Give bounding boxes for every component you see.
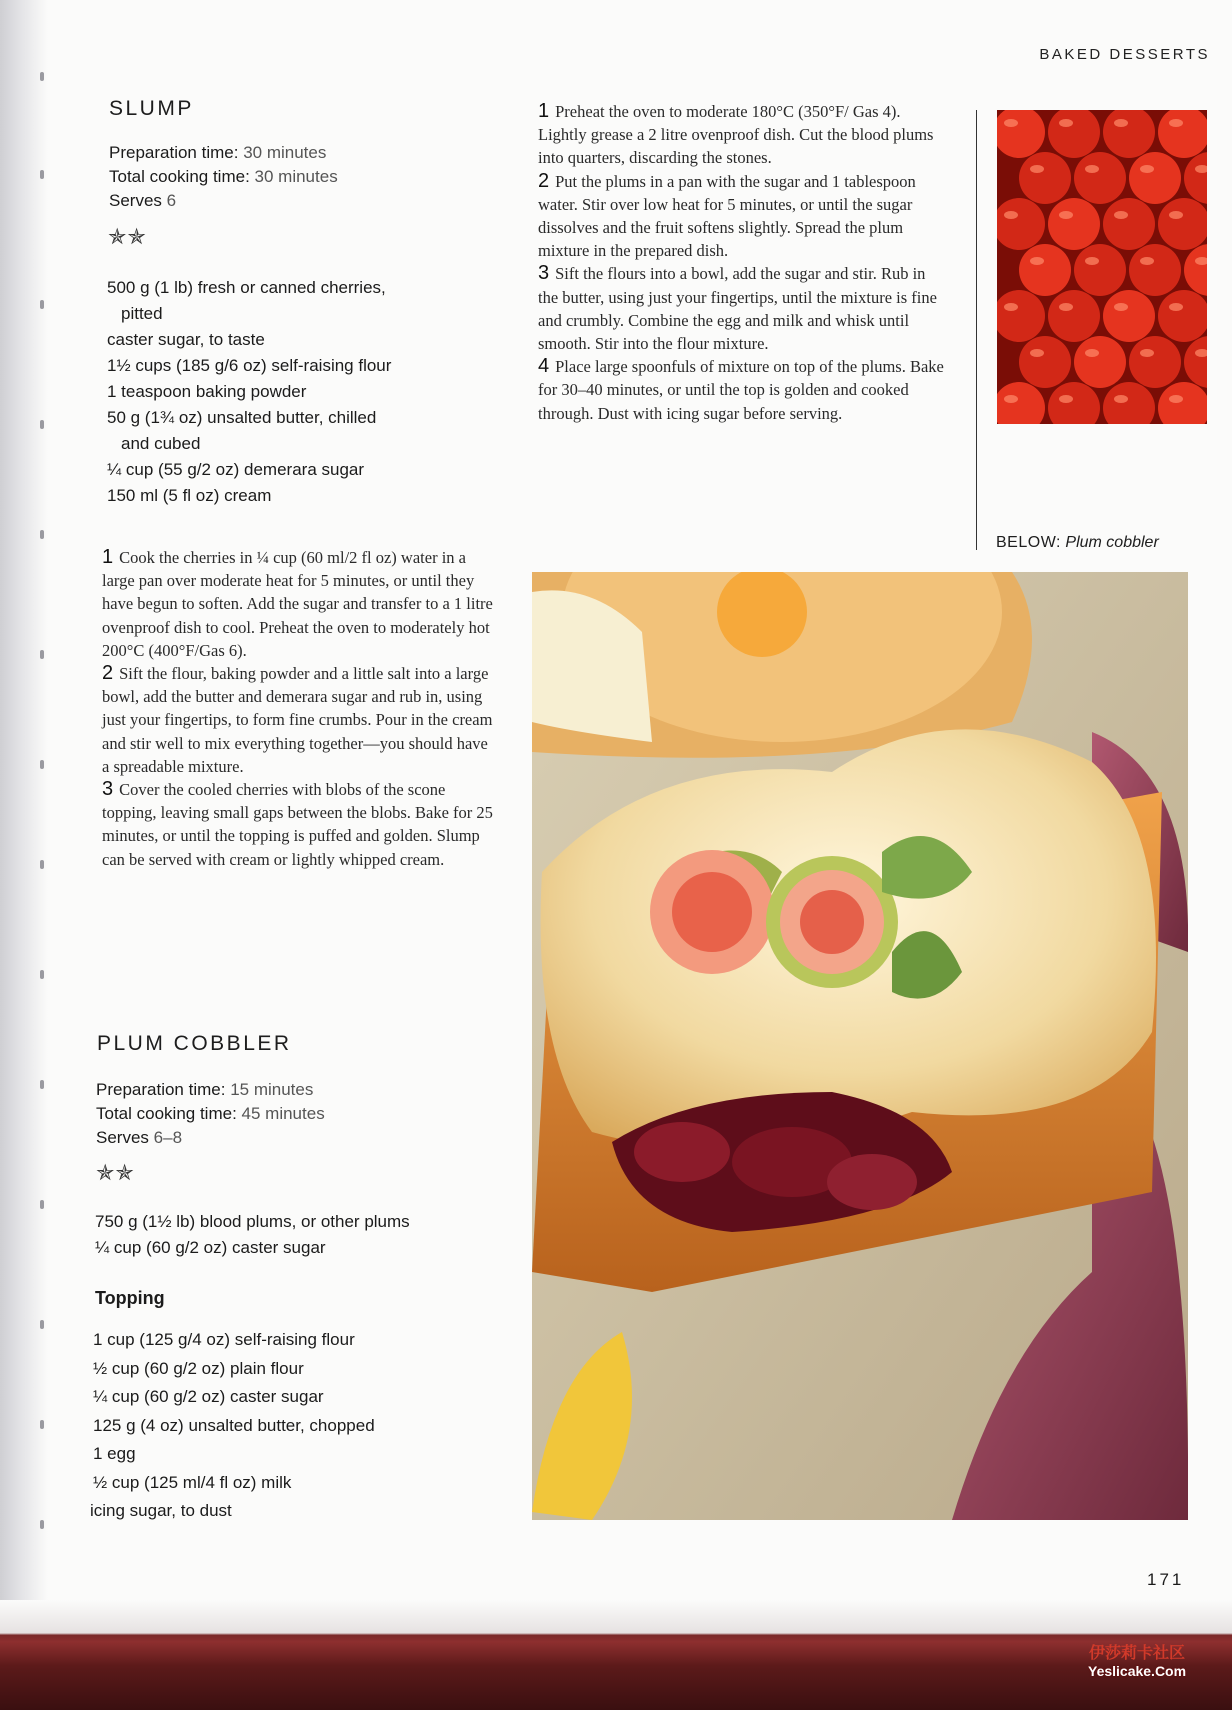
plum-cobbler-photo — [532, 572, 1188, 1520]
ingredient: 1½ cups (185 g/6 oz) self-raising flour — [107, 356, 392, 375]
slump-meta — [109, 141, 338, 213]
book-cover-edge — [0, 1600, 1232, 1710]
photo-caption — [996, 534, 1159, 552]
page-number: 171 — [1147, 1570, 1185, 1589]
cherry-highlight — [1140, 257, 1154, 265]
slump-method — [102, 546, 494, 871]
step-text: Sift the flours into a bowl, add the sugar and stir. Rub in the butter, using just your fingertips, until the mixture is fine and crumbly. Combine the egg and milk and whisk until smooth. Stir into the flour mixture. — [538, 264, 937, 354]
cherry-shape — [1074, 336, 1126, 388]
cherry-highlight — [1169, 211, 1183, 219]
cobbler-title: PLUM COBBLER — [97, 1032, 292, 1055]
step-number: 1 — [538, 100, 550, 122]
cherry-shape — [1074, 244, 1126, 296]
cherry-highlight — [1030, 165, 1044, 173]
cherry-shape — [1129, 152, 1181, 204]
step-number: 4 — [538, 355, 550, 378]
step-number: 2 — [538, 169, 550, 192]
binding-stitch — [40, 970, 44, 979]
topping-ingredients — [90, 1326, 375, 1526]
serves-label: Serves — [96, 1128, 149, 1147]
serves-value: 6 — [166, 191, 177, 210]
cherry-highlight — [1169, 395, 1183, 403]
step-number: 3 — [538, 262, 550, 285]
cherry-highlight — [1140, 349, 1154, 357]
ingredient: 50 g (1¾ oz) unsalted butter, chilled — [107, 408, 377, 427]
cherry-shape — [1074, 152, 1126, 204]
binding-stitch — [40, 1320, 44, 1329]
cobbler-method — [538, 100, 948, 425]
topping-heading: Topping — [95, 1288, 165, 1308]
step-number: 3 — [102, 778, 114, 801]
ingredient: pitted — [121, 304, 163, 323]
cherry-highlight — [1059, 211, 1073, 219]
total-label: Total cooking time: — [109, 167, 250, 186]
cherry-highlight — [1085, 257, 1099, 265]
cherry-highlight — [1169, 119, 1183, 127]
ingredient: caster sugar, to taste — [107, 330, 265, 349]
prep-label: Preparation time: — [96, 1080, 226, 1099]
ingredient: ¼ cup (60 g/2 oz) caster sugar — [93, 1387, 324, 1406]
step-number: 2 — [102, 662, 114, 685]
watermark-url: Yeslicake.Com — [1088, 1663, 1187, 1679]
cherry-shape — [1103, 290, 1155, 342]
cherry-highlight — [1004, 395, 1018, 403]
cherry-highlight — [1114, 211, 1128, 219]
difficulty-star-icon: ✯✯ — [96, 1160, 135, 1185]
ingredient: 150 ml (5 fl oz) cream — [107, 486, 272, 505]
binding-stitch — [40, 420, 44, 429]
cobbler-meta — [96, 1078, 325, 1150]
cherry-shape — [1048, 198, 1100, 250]
slump-title: SLUMP — [109, 97, 194, 120]
cherry-shape — [1048, 290, 1100, 342]
step-text: Sift the flour, baking powder and a little salt into a large bowl, add the butter and demerara sugar and rub in, using just your fingertips, to form fine crumbs. Pour in the cream and stir well to mix everything together—you should have a spreadable mixture. — [102, 664, 493, 776]
method-step — [538, 262, 948, 355]
cherries-photo — [997, 110, 1207, 424]
ingredient: ¼ cup (60 g/2 oz) caster sugar — [95, 1238, 326, 1257]
step-text: Place large spoonfuls of mixture on top of the plums. Bake for 30–40 minutes, or until the top is golden and cooked through. Dust with icing sugar before serving. — [538, 357, 944, 423]
cherry-shape — [1129, 336, 1181, 388]
step-text: Cook the cherries in ¼ cup (60 ml/2 fl oz) water in a large pan over moderate heat for 5 minutes, or until they have begun to soften. Add the sugar and transfer to a 1 litre ovenproof dish to cool. Preheat the oven to moderately hot 200°C (400°F/Gas 6). — [102, 548, 493, 660]
method-step — [538, 355, 948, 425]
step-number: 1 — [102, 546, 114, 568]
ingredient: 125 g (4 oz) unsalted butter, chopped — [93, 1415, 375, 1435]
cherry-highlight — [1004, 211, 1018, 219]
prep-value: 30 minutes — [243, 143, 327, 162]
binding-stitch — [40, 1420, 44, 1429]
cherry-shape — [1129, 244, 1181, 296]
ingredient: icing sugar, to dust — [90, 1501, 232, 1520]
step-text: Preheat the oven to moderate 180°C (350°F/ Gas 4). Lightly grease a 2 litre ovenproof dish. Cut the blood plums into quarters, discarding the stones. — [538, 102, 934, 168]
cherry-highlight — [1004, 119, 1018, 127]
binding-stitch — [40, 170, 44, 179]
cherry-highlight — [1004, 303, 1018, 311]
cherry-highlight — [1059, 395, 1073, 403]
binding-stitch — [40, 1520, 44, 1529]
total-label: Total cooking time: — [96, 1104, 237, 1123]
caption-prefix: BELOW: — [996, 534, 1061, 551]
serves-value: 6–8 — [153, 1128, 183, 1147]
cherry-shape — [1019, 244, 1071, 296]
cherry-highlight — [1114, 303, 1128, 311]
binding-stitch — [40, 300, 44, 309]
column-divider — [976, 110, 977, 550]
binding-stitch — [40, 1080, 44, 1089]
binding-stitch — [40, 650, 44, 659]
cherry-highlight — [1169, 303, 1183, 311]
serves-label: Serves — [109, 191, 162, 210]
cherry-shape — [1103, 198, 1155, 250]
binding-stitch — [40, 860, 44, 869]
prep-label: Preparation time: — [109, 143, 239, 162]
cherry-highlight — [1085, 349, 1099, 357]
book-gutter — [0, 0, 48, 1710]
cherry-highlight — [1059, 303, 1073, 311]
binding-stitch — [40, 1200, 44, 1209]
watermark — [1088, 1640, 1186, 1679]
method-step — [102, 662, 494, 778]
cherry-highlight — [1114, 395, 1128, 403]
cherry-highlight — [1140, 165, 1154, 173]
cobbler-ingredients — [95, 1209, 410, 1261]
cherry-highlight — [1059, 119, 1073, 127]
method-step — [102, 546, 494, 662]
ingredient: 1 egg — [93, 1444, 136, 1463]
difficulty-star-icon: ✯✯ — [108, 224, 147, 249]
watermark-cn: 伊莎莉卡社区 — [1089, 1645, 1186, 1662]
binding-stitch — [40, 72, 44, 81]
method-step — [538, 170, 948, 263]
total-value: 30 minutes — [254, 167, 338, 186]
ingredient: 1 teaspoon baking powder — [107, 382, 307, 401]
ingredient: ¼ cup (55 g/2 oz) demerara sugar — [107, 460, 365, 479]
ingredient: 1 cup (125 g/4 oz) self-raising flour — [93, 1330, 355, 1349]
ingredient: ½ cup (60 g/2 oz) plain flour — [93, 1358, 304, 1378]
cherry-highlight — [1030, 257, 1044, 265]
ingredient: ½ cup (125 ml/4 fl oz) milk — [93, 1472, 292, 1492]
cherry-highlight — [1085, 165, 1099, 173]
step-text: Cover the cooled cherries with blobs of the scone topping, leaving small gaps between the blobs. Bake for 25 minutes, or until the topping is puffed and golden. Slump can be served with cream or lightly whipped cream. — [102, 780, 493, 869]
cherry-shape — [1019, 336, 1071, 388]
caption-text: Plum cobbler — [1065, 534, 1159, 551]
binding-stitch — [40, 760, 44, 769]
ingredient: and cubed — [121, 434, 201, 453]
step-text: Put the plums in a pan with the sugar and 1 tablespoon water. Stir over low heat for 5 minutes, or until the sugar dissolves and the fruit softens slightly. Spread the plum mixture in the prepared dish. — [538, 171, 916, 261]
ingredient: 500 g (1 lb) fresh or canned cherries, — [107, 278, 386, 297]
section-header: BAKED DESSERTS — [1039, 46, 1210, 63]
cherry-shape — [1019, 152, 1071, 204]
ingredient: 750 g (1½ lb) blood plums, or other plums — [95, 1212, 410, 1231]
cherry-highlight — [1030, 349, 1044, 357]
total-value: 45 minutes — [241, 1104, 325, 1123]
binding-stitch — [40, 530, 44, 539]
method-step — [102, 778, 494, 871]
slump-ingredients — [107, 275, 391, 509]
cherry-highlight — [1114, 119, 1128, 127]
prep-value: 15 minutes — [230, 1080, 314, 1099]
method-step — [538, 100, 948, 170]
